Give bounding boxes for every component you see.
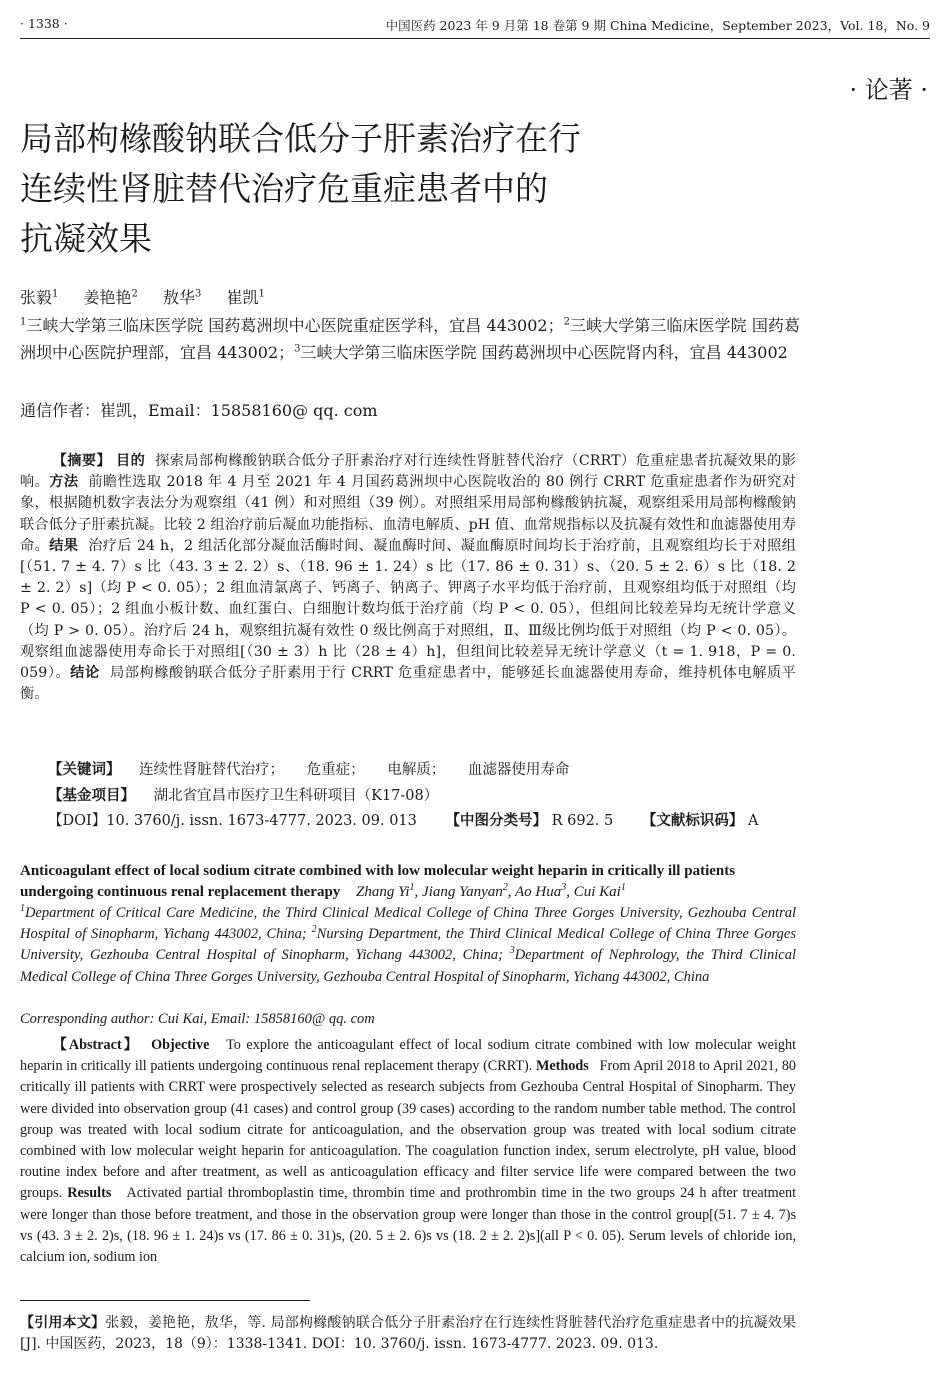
affiliation: 三峡大学第三临床医学院 国药葛洲坝中心医院护理部，宜昌 443002； bbox=[20, 316, 800, 362]
clc-label: 【中图分类号】 bbox=[445, 813, 547, 829]
header-divider bbox=[20, 38, 930, 39]
section-label: · 论著 · bbox=[849, 76, 928, 104]
clc-code: R 692. 5 bbox=[551, 813, 614, 829]
citation bbox=[20, 1313, 796, 1355]
article-title-en bbox=[20, 861, 796, 903]
conclusion-label: 结论 bbox=[70, 665, 100, 682]
article-title-cn bbox=[20, 114, 740, 264]
keywords-cn bbox=[48, 758, 587, 779]
title-line: 抗凝效果 bbox=[20, 219, 152, 258]
title-en-text: Anticoagulant effect of local sodium citrate combined with low molecular weight heparin in critically ill patients undergoing continuous renal replacement therapy bbox=[20, 863, 736, 900]
citation-label: 【引用本文】 bbox=[20, 1315, 106, 1331]
doi: 【DOI】10. 3760/j. issn. 1673-4777. 2023. 09. 013 bbox=[48, 813, 417, 829]
affiliation: 三峡大学第三临床医学院 国药葛洲坝中心医院重症医学科，宜昌 443002； bbox=[26, 316, 564, 335]
author: 崔凯$^1$ bbox=[226, 288, 265, 307]
keyword: 血滤器使用寿命 bbox=[467, 762, 570, 778]
objective-label: Objective bbox=[151, 1037, 210, 1053]
methods-text: 前瞻性选取 2018 年 4 月至 2021 年 4 月国药葛洲坝中心医院收治的 80 例行 CRRT 危重症患者作为研究对象，根据随机数字表法分为观察组（41 例）和对照组（39 例）。对照组采用局部枸橼酸钠抗凝，观察组采用局部枸橼酸钠联合低分子肝素抗凝。比较 2 组治疗前后凝血功能指标、血清电解质、pH 值、血常规指标以及抗凝有效性和血滤器使用寿命。 bbox=[20, 474, 796, 554]
keyword: 连续性肾脏替代治疗； bbox=[139, 762, 285, 778]
objective-text: To explore the anticoagulant effect of local sodium citrate combined with low molecular weight heparin in critically ill patients undergoing continuous renal replacement therapy (CRRT). bbox=[20, 1037, 797, 1075]
author-list-en: Zhang Yi$^1$, Jiang Yanyan$^2$, Ao Hua$^3$, Cui Kai$^1$ bbox=[356, 882, 626, 900]
abstract-cn bbox=[20, 451, 796, 705]
author: 张毅$^1$ bbox=[20, 288, 59, 307]
fund-label: 【基金项目】 bbox=[48, 788, 135, 804]
title-line: 局部枸橼酸钠联合低分子肝素治疗在行 bbox=[20, 119, 581, 158]
keyword: 危重症； bbox=[306, 762, 365, 778]
doc-code: A bbox=[747, 813, 759, 829]
affiliations-cn: $^1$三峡大学第三临床医学院 国药葛洲坝中心医院重症医学科，宜昌 443002；$^2$三峡大学第三临床医学院 国药葛洲坝中心医院护理部，宜昌 443002；$^3$三峡大学第三临床医学院 国药葛洲坝中心医院肾内科，宜昌 443002 bbox=[20, 316, 800, 362]
affiliations-en: $^1$Department of Critical Care Medicine, the Third Clinical Medical College of China Three Gorges University, Gezhouba Central Hospital of Sinopharm, Yichang 443002, China; $^2$Nursing Department, the Third Clinical Medical College of China Three Gorges University, Gezhouba Central Hospital of Sinopharm, Yichang 443002, China; $^3$Department of Nephrology, the Third Clinical Medical College of China Three Gorges University, Gezhouba Central Hospital of Sinopharm, Yichang 443002, China bbox=[20, 903, 797, 985]
footnote-divider bbox=[20, 1300, 310, 1301]
author: 敖华$^3$ bbox=[162, 288, 202, 307]
corresponding-author-en: Corresponding author: Cui Kai, Email: 15858160@ qq. com bbox=[20, 1011, 375, 1027]
doc-code-label: 【文献标识码】 bbox=[641, 813, 744, 829]
citation-text: 张毅，姜艳艳，敖华，等. 局部枸橼酸钠联合低分子肝素治疗在行连续性肾脏替代治疗危重症患者中的抗凝效果[J]. 中国医药，2023，18（9）：1338-1341. DOI：10. 3760/j. issn. 1673-4777. 2023. 09. 013. bbox=[20, 1315, 796, 1352]
methods-label: 方法 bbox=[49, 474, 79, 491]
abstract-en bbox=[20, 1035, 796, 1268]
fund-text: 湖北省宜昌市医疗卫生科研项目（K17-08） bbox=[153, 788, 439, 804]
affiliation: 三峡大学第三临床医学院 国药葛洲坝中心医院肾内科，宜昌 443002 bbox=[300, 343, 788, 362]
affiliation: Department of Critical Care Medicine, the Third Clinical Medical College of China Three Gorges University, Gezhouba Central Hospital of Sinopharm, Yichang 443002, China; bbox=[20, 905, 796, 943]
fund-cn bbox=[48, 784, 438, 805]
results-text: Activated partial thromboplastin time, thrombin time and prothrombin time in the two groups 24 h after treatment were longer than those before treatment, and those in the observation group were longer than those in the control group[(51. 7 ± 4. 7)s vs (43. 3 ± 2. 2)s, (18. 96 ± 1. 24)s vs (17. 86 ± 0. 31)s, (20. 5 ± 2. 6)s vs (18. 2 ± 2. 2)s](all P < 0. 05). Serum levels of chloride ion, calcium ion, sodium ion bbox=[20, 1185, 797, 1266]
affiliation: Department of Nephrology, the Third Clinical Medical College of China Three Gorges University, Gezhouba Central Hospital of Sinopharm, Yichang 443002, China bbox=[20, 947, 796, 985]
page-number: · 1338 · bbox=[20, 16, 68, 31]
keyword: 电解质； bbox=[387, 762, 446, 778]
keywords-label: 【关键词】 bbox=[48, 762, 121, 778]
results-label: Results bbox=[67, 1185, 112, 1202]
author-list-cn bbox=[20, 285, 285, 308]
methods-label: Methods bbox=[535, 1058, 589, 1075]
abstract-label: 【摘要】 bbox=[52, 453, 112, 469]
journal-line: 中国医药 2023 年 9 月第 18 卷第 9 期 China Medicine，September 2023，Vol. 18，No. 9 bbox=[385, 18, 930, 33]
title-line: 连续性肾脏替代治疗危重症患者中的 bbox=[20, 169, 548, 208]
objective-label: 目的 bbox=[116, 453, 146, 469]
abstract-label: 【Abstract】 bbox=[52, 1037, 140, 1053]
conclusion-text: 局部枸橼酸钠联合低分子肝素用于行 CRRT 危重症患者中，能够延长血滤器使用寿命，维持机体电解质平衡。 bbox=[20, 665, 796, 703]
results-text: 治疗后 24 h，2 组活化部分凝血活酶时间、凝血酶时间、凝血酶原时间均长于治疗前，且观察组均长于对照组[（51. 7 ± 4. 7）s 比（43. 3 ± 2. 2）s、（18. 96 ± 1. 24）s 比（17. 86 ± 0. 31）s、（20. 5 ± 2. 6）s 比（18. 2 ± 2. 2）s]（均 P < 0. 05）；2 组血清氯离子、钙离子、钠离子、钾离子水平均低于治疗前，且观察组均低于对照组（均 P < 0. 05）；2 组血小板计数、血红蛋白、白细胞计数均低于治疗前（均 P < 0. 05），但组间比较差异均无统计学意义（均 P > 0. 05）。治疗后 24 h，观察组抗凝有效性 0 级比例高于对照组，Ⅱ、Ⅲ级比例均低于对照组（均 P < 0. 05）。观察组血滤器使用寿命长于对照组[（30 ± 3）h 比（28 ± 4）h]，但组间比较差异无统计学意义（t = 1. 918，P = 0. 059）。 bbox=[20, 537, 797, 682]
doi-line bbox=[48, 809, 808, 830]
affiliation: Nursing Department, the Third Clinical Medical College of China Three Gorges University, Gezhouba Central Hospital of Sinopharm, Yichang 443002, China; bbox=[20, 926, 797, 964]
methods-text: From April 2018 to April 2021, 80 critically ill patients with CRRT were prospectively selected as research subjects from Gezhouba Central Hospital of Sinopharm. They were divided into observation group (41 cases) and control group (39 cases) according to the random number table method. The control group was treated with local sodium citrate for anticoagulation, and the observation group was treated with local sodium citrate combined with low molecular weight heparin for anticoagulation. The coagulation function index, serum electrolyte, pH value, blood routine index before and after treatment, as well as anticoagulation efficacy and filter service life were compared between the two groups. bbox=[20, 1058, 797, 1202]
corresponding-author-cn: 通信作者：崔凯，Email：15858160@ qq. com bbox=[20, 401, 378, 420]
results-label: 结果 bbox=[49, 537, 79, 554]
running-header bbox=[20, 14, 930, 34]
objective-text: 探索局部枸橼酸钠联合低分子肝素治疗对行连续性肾脏替代治疗（CRRT）危重症患者抗凝效果的影响。 bbox=[20, 453, 797, 491]
author: 姜艳艳$^2$ bbox=[83, 288, 138, 307]
